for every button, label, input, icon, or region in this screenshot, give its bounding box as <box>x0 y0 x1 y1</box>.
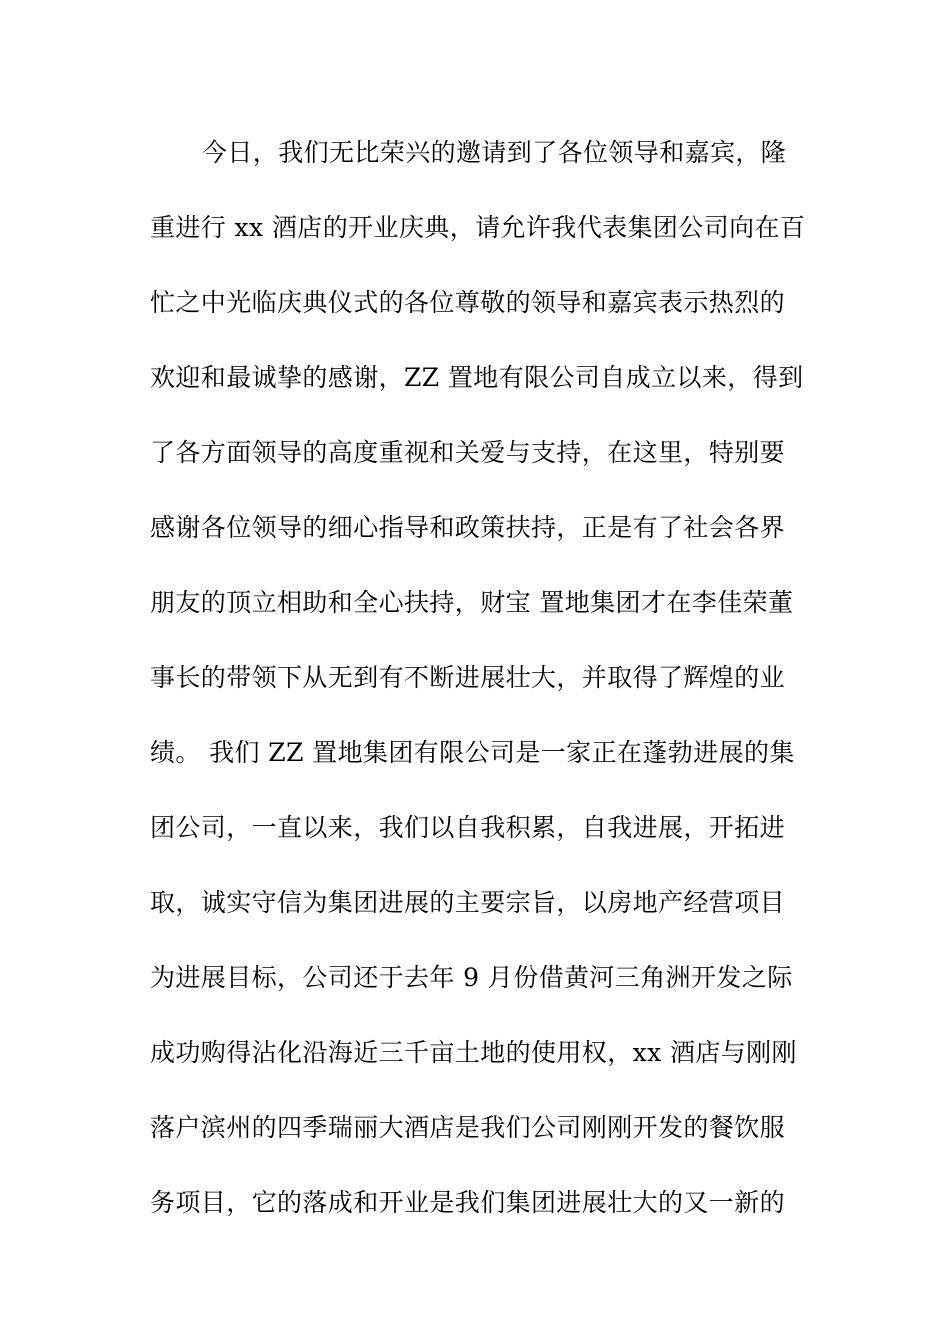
text-line-6: 感谢各位领导的细心指导和政策扶持，正是有了社会各界 <box>150 513 786 542</box>
text-line-3: 忙之中光临庆典仪式的各位尊敬的领导和嘉宾表示热烈的 <box>150 288 786 317</box>
text-line-12: 为进展目标，公司还于去年 9 月份借黄河三角洲开发之际 <box>150 963 793 992</box>
text-line-2: 重进行 xx 酒店的开业庆典，请允许我代表集团公司向在百 <box>150 213 806 242</box>
text-line-11: 取，诚实守信为集团进展的主要宗旨，以房地产经营项目 <box>150 888 786 917</box>
text-line-15: 务项目，它的落成和开业是我们集团进展壮大的又一新的 <box>150 1188 786 1217</box>
text-line-4: 欢迎和最诚挚的感谢，ZZ 置地有限公司自成立以来，得到 <box>150 363 804 392</box>
text-line-14: 落户滨州的四季瑞丽大酒店是我们公司刚刚开发的餐饮服 <box>150 1113 786 1142</box>
text-line-1: 今日，我们无比荣兴的邀请到了各位领导和嘉宾，隆 <box>202 138 787 167</box>
text-line-8: 事长的带领下从无到有不断进展壮大，并取得了辉煌的业 <box>150 663 786 692</box>
text-line-10: 团公司，一直以来，我们以自我积累，自我进展，开拓进 <box>150 813 786 842</box>
text-line-5: 了各方面领导的高度重视和关爱与支持，在这里，特别要 <box>150 438 786 467</box>
text-line-7: 朋友的顶立相助和全心扶持，财宝 置地集团才在李佳荣董 <box>150 588 794 617</box>
text-line-9: 绩。 我们 ZZ 置地集团有限公司是一家正在蓬勃进展的集 <box>150 738 795 767</box>
text-line-13: 成功购得沾化沿海近三千亩土地的使用权，xx 酒店与刚刚 <box>150 1038 797 1067</box>
body-text <box>150 129 810 1254</box>
